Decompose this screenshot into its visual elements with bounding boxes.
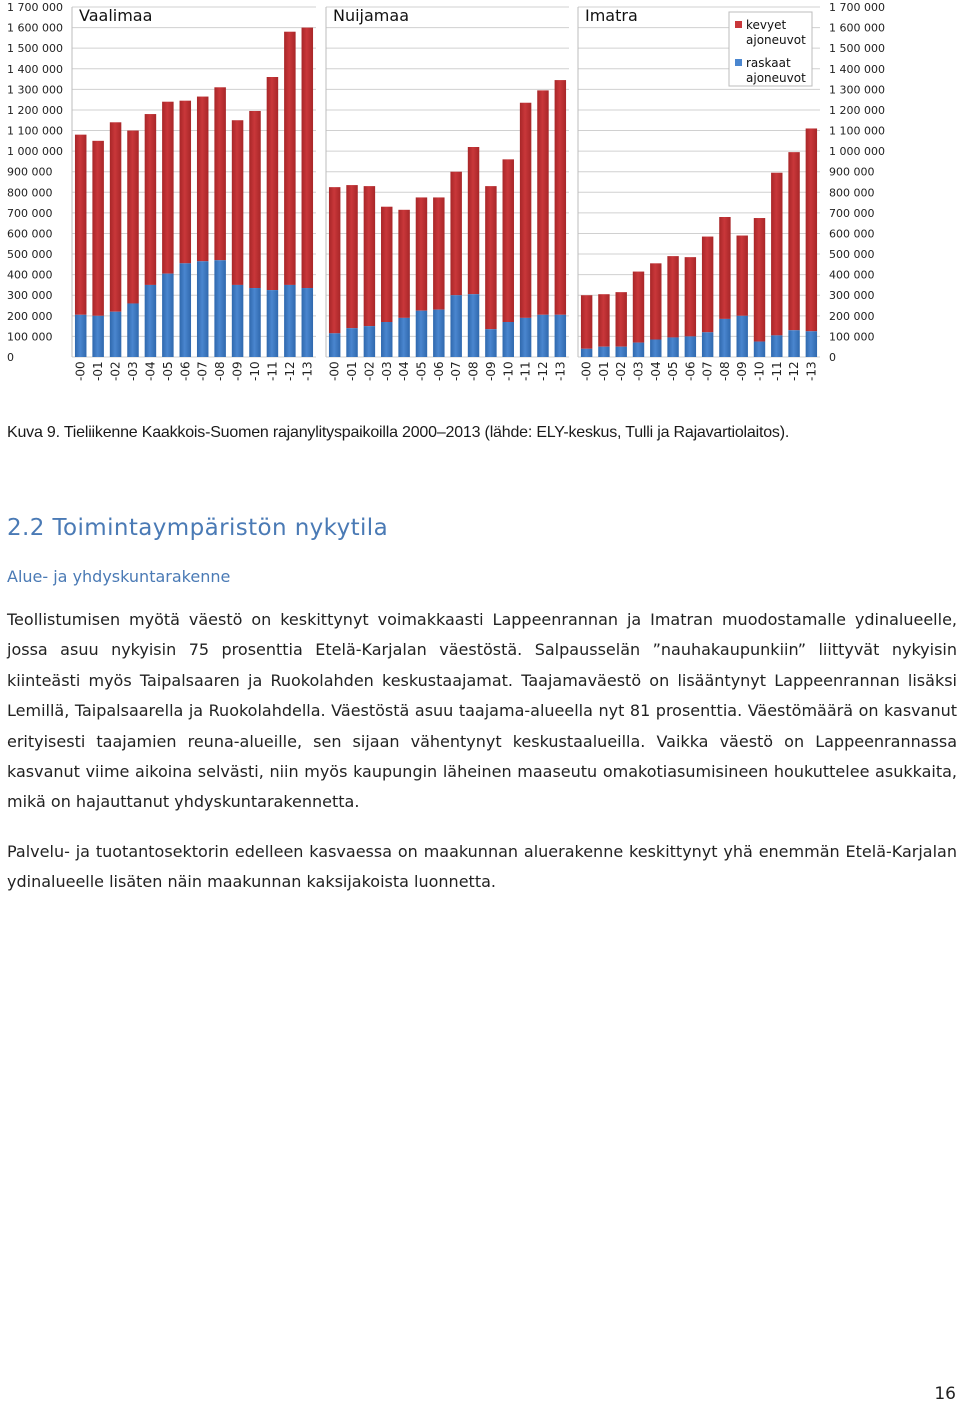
x-tick-label: -08: [717, 361, 732, 381]
bar-kevyet: [737, 236, 748, 316]
bar-raskaat: [433, 310, 444, 357]
y-tick-label-left: 1 500 000: [7, 42, 63, 56]
bar-kevyet: [468, 147, 479, 294]
bar-kevyet: [598, 294, 609, 347]
y-tick-label-right: 1 100 000: [829, 124, 885, 138]
x-tick-label: -11: [265, 361, 280, 381]
y-tick-label-right: 600 000: [829, 227, 875, 241]
x-tick-label: -00: [579, 361, 594, 381]
x-tick-label: -04: [397, 361, 412, 381]
bar-kevyet: [398, 210, 409, 318]
bar-kevyet: [329, 187, 340, 333]
x-tick-label: -00: [73, 361, 88, 381]
paragraph: Teollistumisen myötä väestö on keskittynyt voimakkaasti Lappeenrannan ja Imatran muodostamalle ydinalueelle, jossa asuu nykyisin 75 prosenttia Etelä-Karjalan väestöstä. Salpausselän ”nauhakaupunkiin” liittyvät nykyisin kiinteästi myös Taipalsaaren ja Ruokolahden keskustaajamat. Taajamaväestö on lisääntynyt Lappeenrannan lisäksi Lemillä, Taipalsaarella ja Ruokolahdella. Väestöstä asuu taajama-alueella nyt 81 prosenttia. Väestömäärä on kasvanut erityisesti taajamien reuna-alueille, sen sijaan vähentynyt keskustaalueilla. Vaikka väestö on Lappeenrannassa kasvanut viime aikoina selvästi, niin myös kaupungin läheinen maaseutu omakotiasumisineen houkuttelee asukkaita, mikä on hajauttanut yhdyskuntarakennetta.: [7, 610, 957, 812]
bar-kevyet: [633, 272, 644, 343]
bar-kevyet: [267, 77, 279, 290]
y-tick-label-left: 1 000 000: [7, 145, 63, 159]
bar-raskaat: [329, 333, 340, 357]
y-tick-label-left: 1 200 000: [7, 103, 63, 117]
x-tick-label: -02: [108, 361, 123, 381]
y-tick-label-left: 900 000: [7, 165, 53, 179]
y-tick-label-left: 1 300 000: [7, 83, 63, 97]
x-tick-label: -02: [362, 361, 377, 381]
figure-caption: Kuva 9. Tieliikenne Kaakkois-Suomen rajanylityspaikoilla 2000–2013 (lähde: ELY-keskus, Tulli ja Rajavartiolaitos).: [7, 424, 790, 441]
bar-kevyet: [754, 218, 765, 342]
x-tick-label: -11: [769, 361, 784, 381]
panel-title: Vaalimaa: [79, 6, 153, 25]
bar-raskaat: [754, 342, 765, 357]
x-tick-label: -13: [553, 361, 568, 381]
y-tick-label-right: 200 000: [829, 309, 875, 323]
bar-raskaat: [450, 295, 461, 357]
x-tick-label: -10: [501, 361, 516, 381]
bar-raskaat: [110, 312, 122, 357]
panel-title: Nuijamaa: [333, 6, 409, 25]
legend-label: ajoneuvot: [746, 33, 806, 47]
y-tick-label-left: 1 700 000: [7, 1, 63, 14]
x-tick-label: -05: [666, 361, 681, 381]
x-tick-label: -00: [327, 361, 342, 381]
x-tick-label: -12: [535, 361, 550, 381]
x-tick-label: -02: [614, 361, 629, 381]
x-tick-label: -09: [230, 361, 245, 381]
y-tick-label-left: 100 000: [7, 330, 53, 344]
y-tick-label-left: 500 000: [7, 248, 53, 262]
x-tick-label: -07: [449, 361, 464, 381]
y-tick-label-right: 900 000: [829, 165, 875, 179]
legend-label: kevyet: [746, 18, 787, 32]
y-tick-label-right: 1 600 000: [829, 21, 885, 35]
y-tick-label-right: 1 300 000: [829, 83, 885, 97]
bar-raskaat: [503, 322, 514, 357]
bar-raskaat: [127, 303, 139, 357]
y-tick-label-left: 1 600 000: [7, 21, 63, 35]
bar-raskaat: [197, 261, 209, 357]
subsection-title: Alue- ja yhdyskuntarakenne: [7, 567, 231, 586]
bar-kevyet: [685, 257, 696, 336]
y-tick-label-right: 0: [829, 351, 836, 364]
y-tick-label-left: 600 000: [7, 227, 53, 241]
x-tick-label: -12: [282, 361, 297, 381]
bar-raskaat: [788, 330, 799, 357]
panel-title: Imatra: [585, 6, 638, 25]
bar-kevyet: [381, 207, 392, 322]
y-tick-label-left: 0: [7, 351, 14, 364]
bar-raskaat: [162, 274, 174, 357]
bar-kevyet: [75, 135, 87, 315]
x-tick-label: -01: [596, 361, 611, 381]
x-tick-label: -05: [160, 361, 175, 381]
y-tick-label-right: 100 000: [829, 330, 875, 344]
bar-raskaat: [180, 263, 192, 357]
bar-kevyet: [616, 292, 627, 347]
bar-raskaat: [598, 347, 609, 357]
x-tick-label: -11: [518, 361, 533, 381]
bar-kevyet: [485, 186, 496, 329]
bar-raskaat: [537, 315, 548, 357]
legend-label: ajoneuvot: [746, 71, 806, 85]
bar-kevyet: [364, 186, 375, 326]
x-tick-label: -12: [787, 361, 802, 381]
x-tick-label: -03: [379, 361, 394, 381]
y-tick-label-left: 1 400 000: [7, 62, 63, 76]
y-tick-label-left: 1 100 000: [7, 124, 63, 138]
border-traffic-chart: [0, 0, 960, 390]
x-tick-label: -04: [648, 361, 663, 381]
bar-raskaat: [302, 288, 314, 357]
bar-kevyet: [302, 28, 314, 288]
bar-kevyet: [702, 237, 713, 333]
x-tick-label: -06: [431, 361, 446, 381]
bar-raskaat: [685, 336, 696, 357]
x-tick-label: -06: [683, 361, 698, 381]
bar-raskaat: [92, 316, 104, 357]
x-tick-label: -07: [700, 361, 715, 381]
y-tick-label-right: 800 000: [829, 186, 875, 200]
bar-raskaat: [416, 311, 427, 357]
x-tick-label: -09: [735, 361, 750, 381]
y-tick-label-left: 400 000: [7, 268, 53, 282]
chart-canvas: [0, 0, 960, 390]
x-tick-label: -01: [91, 361, 106, 381]
bar-kevyet: [788, 152, 799, 330]
bar-kevyet: [214, 87, 226, 260]
bar-raskaat: [75, 315, 87, 357]
bar-kevyet: [667, 256, 678, 337]
bar-kevyet: [180, 101, 192, 264]
bar-raskaat: [284, 285, 296, 357]
x-tick-label: -09: [483, 361, 498, 381]
bar-kevyet: [503, 159, 514, 322]
bar-raskaat: [555, 315, 566, 357]
bar-raskaat: [719, 319, 730, 357]
x-tick-label: -03: [631, 361, 646, 381]
bar-kevyet: [162, 102, 174, 274]
bar-kevyet: [145, 114, 157, 285]
y-tick-label-left: 200 000: [7, 309, 53, 323]
y-tick-label-right: 1 000 000: [829, 145, 885, 159]
bar-kevyet: [127, 131, 139, 304]
paragraph: Palvelu- ja tuotantosektorin edelleen kasvaessa on maakunnan aluerakenne keskittynyt yhä enemmän Etelä-Karjalan ydinalueelle lisäten näin maakunnan kaksijakoista luonnetta.: [7, 842, 957, 892]
x-tick-label: -08: [213, 361, 228, 381]
bar-raskaat: [616, 347, 627, 357]
x-tick-label: -10: [248, 361, 262, 381]
bar-kevyet: [520, 103, 531, 318]
y-tick-label-left: 700 000: [7, 206, 53, 220]
page-number: 16: [934, 1384, 956, 1404]
y-tick-label-left: 800 000: [7, 186, 53, 200]
bar-kevyet: [537, 90, 548, 314]
y-tick-label-right: 300 000: [829, 289, 875, 303]
y-tick-label-right: 1 700 000: [829, 1, 885, 14]
y-tick-label-right: 700 000: [829, 206, 875, 220]
bar-kevyet: [284, 32, 296, 285]
bar-kevyet: [450, 172, 461, 296]
bar-raskaat: [468, 294, 479, 357]
bar-raskaat: [581, 349, 592, 357]
y-tick-label-right: 1 500 000: [829, 42, 885, 56]
section-title-text: 2.2 Toimintaympäristön nykytila: [7, 515, 389, 541]
bar-kevyet: [249, 111, 261, 288]
bar-kevyet: [232, 120, 244, 285]
bar-kevyet: [433, 197, 444, 309]
bar-kevyet: [110, 122, 122, 311]
bar-raskaat: [806, 331, 817, 357]
x-tick-label: -05: [414, 361, 429, 381]
bar-raskaat: [232, 285, 244, 357]
y-tick-label-right: 1 400 000: [829, 62, 885, 76]
x-tick-label: -04: [143, 361, 158, 381]
bar-kevyet: [650, 263, 661, 339]
x-tick-label: -13: [300, 361, 315, 381]
x-tick-label: -01: [345, 361, 360, 381]
section-title: [7, 515, 388, 541]
bar-raskaat: [267, 290, 279, 357]
bar-raskaat: [398, 318, 409, 357]
bar-kevyet: [346, 185, 357, 328]
y-tick-label-right: 500 000: [829, 248, 875, 262]
bar-raskaat: [485, 329, 496, 357]
bar-raskaat: [346, 328, 357, 357]
x-tick-label: -07: [195, 361, 210, 381]
bar-kevyet: [197, 97, 209, 262]
x-tick-label: -03: [126, 361, 140, 381]
bar-raskaat: [249, 288, 261, 357]
legend-label: raskaat: [746, 56, 791, 70]
bar-raskaat: [381, 322, 392, 357]
bar-kevyet: [806, 128, 817, 331]
bar-raskaat: [771, 335, 782, 357]
bar-kevyet: [771, 173, 782, 336]
x-tick-label: -10: [752, 361, 767, 381]
legend-swatch: [735, 59, 742, 66]
y-tick-label-right: 1 200 000: [829, 103, 885, 117]
bar-raskaat: [650, 340, 661, 358]
bar-raskaat: [520, 318, 531, 357]
bar-raskaat: [364, 326, 375, 357]
bar-raskaat: [145, 285, 157, 357]
bar-raskaat: [214, 260, 226, 357]
bar-kevyet: [555, 80, 566, 315]
x-tick-label: -13: [804, 361, 819, 381]
bar-raskaat: [667, 337, 678, 357]
y-tick-label-right: 400 000: [829, 268, 875, 282]
bar-kevyet: [416, 197, 427, 310]
y-tick-label-left: 300 000: [7, 289, 53, 303]
bar-raskaat: [702, 332, 713, 357]
bar-kevyet: [719, 217, 730, 319]
legend-swatch: [735, 21, 742, 28]
bar-raskaat: [633, 343, 644, 357]
x-tick-label: -06: [178, 361, 193, 381]
bar-kevyet: [92, 141, 104, 316]
bar-raskaat: [737, 316, 748, 357]
x-tick-label: -08: [466, 361, 481, 381]
bar-kevyet: [581, 295, 592, 349]
